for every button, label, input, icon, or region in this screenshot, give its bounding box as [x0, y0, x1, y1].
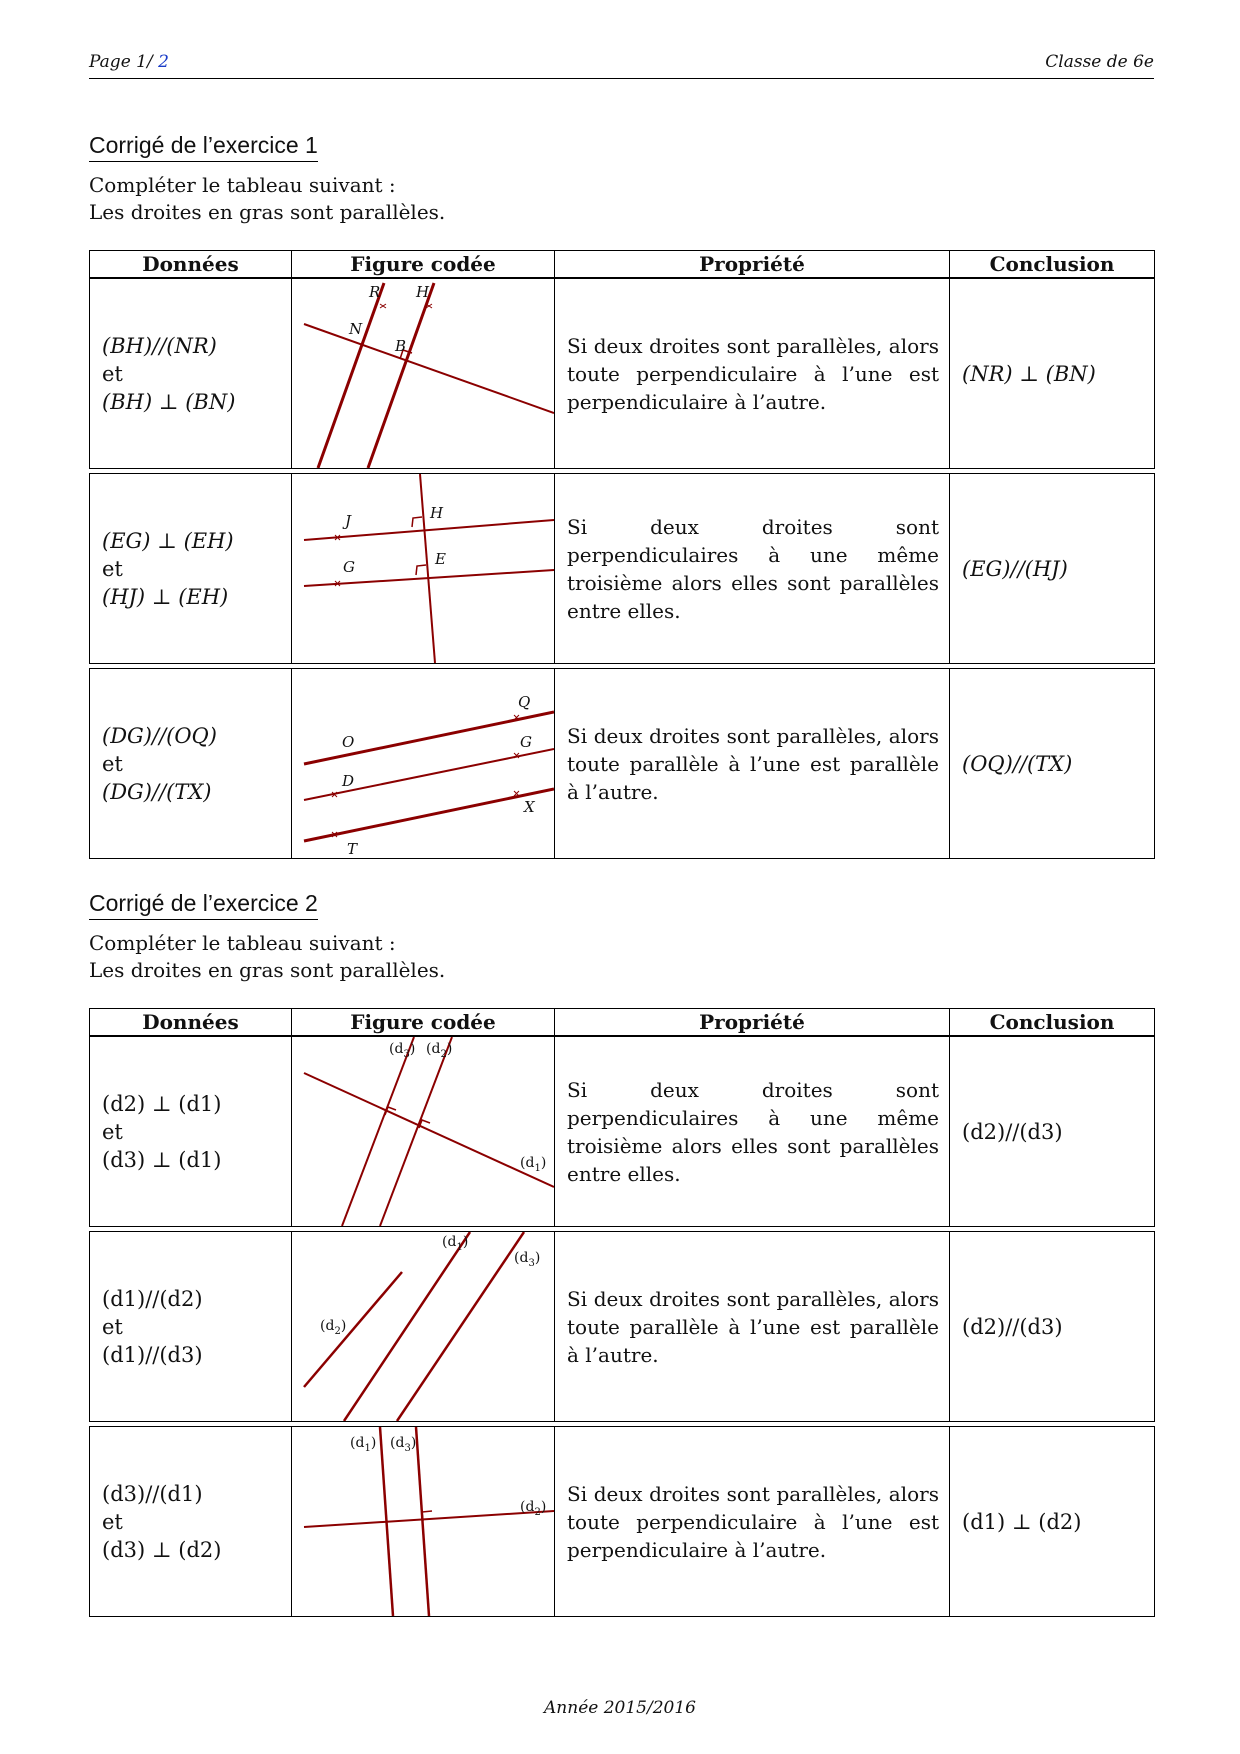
figure-1-2	[292, 474, 554, 663]
figure-cell	[292, 1231, 555, 1422]
table-row	[89, 668, 1155, 859]
figure-cell	[292, 278, 555, 469]
label-x: X	[524, 798, 535, 816]
column-header-propriete: Propriété	[555, 1008, 950, 1036]
column-header-conclusion: Conclusion	[950, 1008, 1155, 1036]
line-eh	[420, 474, 435, 663]
conclusion-cell: (OQ)//(TX)	[950, 668, 1155, 859]
conclusion-cell: (EG)//(HJ)	[950, 473, 1155, 664]
line-d3	[416, 1427, 429, 1616]
donnees-cell: (d1)//(d2) et (d1)//(d3)	[89, 1231, 292, 1422]
donnees-cell: (d2) ⊥ (d1) et (d3) ⊥ (d1)	[89, 1036, 292, 1227]
figure-cell	[292, 473, 555, 664]
exercise-1-title: Corrigé de l’exercice 1	[89, 131, 318, 162]
column-header-donnees: Données	[89, 1008, 292, 1036]
label-n: N	[349, 320, 363, 338]
line-bh	[368, 283, 434, 468]
line-nr	[318, 283, 384, 468]
column-header-figure: Figure codée	[292, 250, 555, 278]
page-header	[89, 50, 1154, 79]
label-d3: $(d_3)$	[389, 1041, 416, 1060]
line-d1	[344, 1232, 470, 1421]
label-g: G	[343, 558, 355, 576]
propriete-cell: Si deux droites sont perpendiculaires à une même troisième alors elles sont parallèles entre elles.	[555, 1036, 950, 1227]
exercise-2-table	[89, 1008, 1155, 1617]
label-d2: $(d_2)$	[320, 1318, 347, 1337]
table-row	[89, 1231, 1155, 1422]
total-pages-link[interactable]: 2	[158, 52, 169, 72]
label-h: H	[430, 504, 444, 522]
donnees-cell: (BH)//(NR) et (BH) ⊥ (BN)	[89, 278, 292, 469]
figure-2-2	[292, 1232, 554, 1421]
propriete-cell: Si deux droites sont perpendiculaires à une même troisième alors elles sont parallèles entre elles.	[555, 473, 950, 664]
label-t: T	[347, 840, 358, 858]
column-header-donnees: Données	[89, 250, 292, 278]
figure-cell	[292, 1036, 555, 1227]
label-d2: $(d_2)$	[520, 1499, 547, 1518]
label-d3: $(d_3)$	[390, 1435, 417, 1454]
label-d1: $(d_1)$	[442, 1234, 469, 1253]
figure-2-1	[292, 1037, 554, 1226]
label-d: D	[342, 772, 355, 790]
line-d3	[342, 1037, 414, 1226]
figure-cell	[292, 668, 555, 859]
figure-1-1	[292, 279, 554, 468]
donnees-cell: (EG) ⊥ (EH) et (HJ) ⊥ (EH)	[89, 473, 292, 664]
label-r: R	[369, 283, 381, 301]
column-header-propriete: Propriété	[555, 250, 950, 278]
exercise-1-intro: Compléter le tableau suivant : Les droites en gras sont parallèles.	[89, 173, 446, 224]
exercise-1-table	[89, 250, 1155, 859]
propriete-cell: Si deux droites sont parallèles, alors toute parallèle à l’une est parallèle à l’autre.	[555, 1231, 950, 1422]
table-row	[89, 1426, 1155, 1617]
label-d1: $(d_1)$	[350, 1435, 377, 1454]
page-number: Page 1/ 2	[89, 52, 169, 72]
label-g: G	[520, 733, 532, 751]
column-header-figure: Figure codée	[292, 1008, 555, 1036]
line-d2	[380, 1037, 452, 1226]
line-d3	[397, 1232, 524, 1421]
propriete-cell: Si deux droites sont parallèles, alors toute parallèle à l’une est parallèle à l’autre.	[555, 668, 950, 859]
label-b: B	[395, 337, 407, 355]
table-row	[89, 1036, 1155, 1227]
label-o: O	[342, 733, 355, 751]
conclusion-cell: (d2)//(d3)	[950, 1036, 1155, 1227]
label-d3: $(d_3)$	[514, 1250, 541, 1269]
conclusion-cell: (NR) ⊥ (BN)	[950, 278, 1155, 469]
table-row	[89, 473, 1155, 664]
figure-2-3	[292, 1427, 554, 1616]
label-e: E	[435, 550, 446, 568]
line-d2	[304, 1511, 554, 1527]
page-footer: Année 2015/2016	[544, 1698, 696, 1718]
line-d2	[304, 1272, 402, 1387]
exercise-2-title: Corrigé de l’exercice 2	[89, 889, 318, 920]
label-j: J	[345, 512, 352, 530]
label-h: H	[416, 283, 430, 301]
line-tx	[304, 789, 554, 841]
exercise-2-intro: Compléter le tableau suivant : Les droites en gras sont parallèles.	[89, 931, 446, 982]
cross-marks	[335, 535, 340, 586]
right-angle-mark	[416, 565, 426, 575]
propriete-cell: Si deux droites sont parallèles, alors toute perpendiculaire à l’une est perpendiculaire à l’autre.	[555, 278, 950, 469]
label-d2: $(d_2)$	[426, 1041, 453, 1060]
conclusion-cell: (d1) ⊥ (d2)	[950, 1426, 1155, 1617]
label-q: Q	[518, 693, 531, 711]
table-row	[89, 278, 1155, 469]
line-hj	[304, 520, 554, 540]
figure-cell	[292, 1426, 555, 1617]
donnees-cell: (DG)//(OQ) et (DG)//(TX)	[89, 668, 292, 859]
right-angle-mark	[412, 517, 422, 527]
label-d1: $(d_1)$	[520, 1155, 547, 1174]
column-header-conclusion: Conclusion	[950, 250, 1155, 278]
class-label: Classe de 6e	[1045, 52, 1154, 72]
donnees-cell: (d3)//(d1) et (d3) ⊥ (d2)	[89, 1426, 292, 1617]
conclusion-cell: (d2)//(d3)	[950, 1231, 1155, 1422]
propriete-cell: Si deux droites sont parallèles, alors toute perpendiculaire à l’une est perpendiculaire à l’autre.	[555, 1426, 950, 1617]
figure-1-3	[292, 669, 554, 858]
line-d1	[304, 1073, 554, 1187]
